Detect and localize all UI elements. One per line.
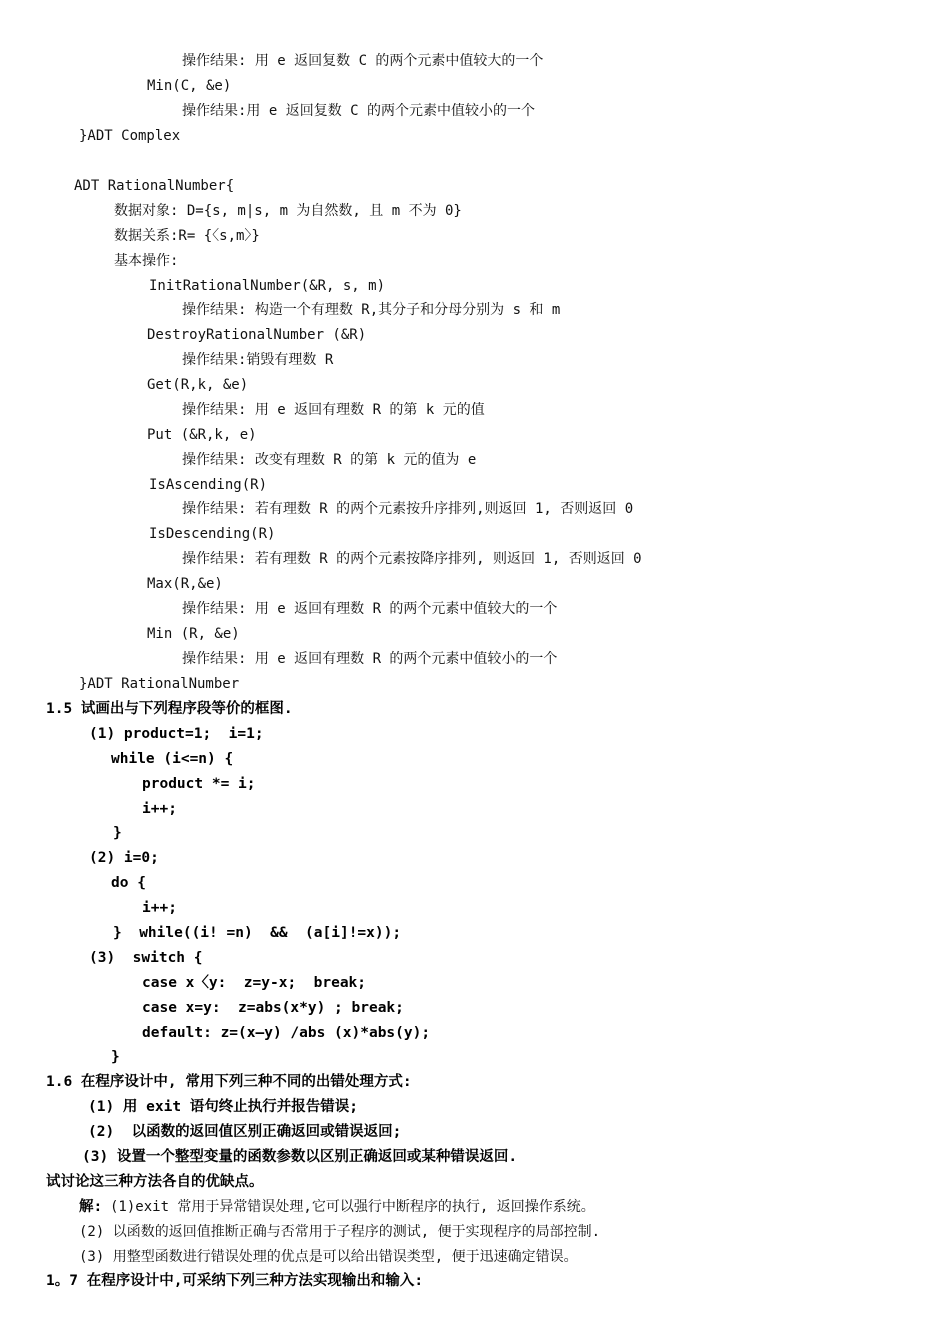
code-line: default: z=(x—y) /abs (x)*abs(y); — [142, 1025, 431, 1041]
text-line: 数据对象: D={s, m|s, m 为自然数, 且 m 不为 0} — [114, 203, 462, 219]
code-line: i++; — [142, 801, 177, 817]
list-item: (1) 用 exit 语句终止执行并报告错误; — [88, 1099, 359, 1115]
text-line: Max(R,&e) — [147, 576, 223, 592]
code-line: i++; — [142, 900, 177, 916]
text-line: 操作结果: 构造一个有理数 R,其分子和分母分别为 s 和 m — [182, 302, 561, 318]
text-line: 操作结果: 改变有理数 R 的第 k 元的值为 e — [182, 452, 477, 468]
text-line: 操作结果:用 e 返回复数 C 的两个元素中值较小的一个 — [182, 103, 535, 119]
text-line: }ADT Complex — [79, 128, 181, 144]
answer-line: (3) 用整型函数进行错误处理的优点是可以给出错误类型, 便于迅速确定错误。 — [79, 1249, 578, 1265]
text-line: InitRationalNumber(&R, s, m) — [149, 278, 386, 294]
section-heading: 1。7 在程序设计中,可采纳下列三种方法实现输出和输入: — [46, 1273, 424, 1289]
answer-line: (1)exit 常用于异常错误处理,它可以强行中断程序的执行, 返回操作系统。 — [110, 1199, 595, 1215]
text-line: 操作结果:销毁有理数 R — [182, 352, 334, 368]
text-line: }ADT RationalNumber — [79, 676, 240, 692]
code-line: do { — [111, 875, 146, 891]
text-line: 操作结果: 用 e 返回复数 C 的两个元素中值较大的一个 — [182, 53, 544, 69]
question-line: 试讨论这三种方法各自的优缺点。 — [46, 1174, 264, 1190]
code-line: } — [113, 825, 122, 841]
answer-line: (2) 以函数的返回值推断正确与否常用于子程序的测试, 便于实现程序的局部控制. — [79, 1224, 600, 1240]
text-line: 数据关系:R= {〈s,m〉} — [114, 228, 260, 244]
text-line: Min (R, &e) — [147, 626, 240, 642]
code-line: while (i<=n) { — [111, 751, 234, 767]
list-item: (2) 以函数的返回值区别正确返回或错误返回; — [88, 1124, 402, 1140]
text-line: DestroyRationalNumber (&R) — [147, 327, 367, 343]
list-item: (3) 设置一个整型变量的函数参数以区别正确返回或某种错误返回. — [82, 1149, 518, 1165]
text-line: Min(C, &e) — [147, 78, 232, 94]
text-line: 操作结果: 若有理数 R 的两个元素按降序排列, 则返回 1, 否则返回 0 — [182, 551, 642, 567]
text-line: IsAscending(R) — [149, 477, 268, 493]
text-line: Put (&R,k, e) — [147, 427, 257, 443]
text-line: 操作结果: 用 e 返回有理数 R 的两个元素中值较小的一个 — [182, 651, 558, 667]
answer-label: 解: — [79, 1199, 103, 1215]
code-line: product *= i; — [142, 776, 256, 792]
section-heading: 1.5 试画出与下列程序段等价的框图. — [46, 701, 293, 717]
code-line: case x〈y: z=y-x; break; — [142, 975, 367, 991]
code-line: (1) product=1; i=1; — [89, 726, 264, 742]
code-line: case x=y: z=abs(x*y) ; break; — [142, 1000, 404, 1016]
text-line: IsDescending(R) — [149, 526, 276, 542]
text-line: 操作结果: 用 e 返回有理数 R 的两个元素中值较大的一个 — [182, 601, 558, 617]
code-line: (3) switch { — [89, 950, 203, 966]
text-line: 基本操作: — [114, 253, 179, 269]
code-line: } — [111, 1049, 120, 1065]
text-line: Get(R,k, &e) — [147, 377, 249, 393]
text-line: ADT RationalNumber{ — [74, 178, 235, 194]
code-line: } while((i! =n) && (a[i]!=x)); — [113, 925, 402, 941]
text-line: 操作结果: 用 e 返回有理数 R 的第 k 元的值 — [182, 402, 485, 418]
text-line: 操作结果: 若有理数 R 的两个元素按升序排列,则返回 1, 否则返回 0 — [182, 501, 634, 517]
code-line: (2) i=0; — [89, 850, 159, 866]
section-heading: 1.6 在程序设计中, 常用下列三种不同的出错处理方式: — [46, 1074, 412, 1090]
